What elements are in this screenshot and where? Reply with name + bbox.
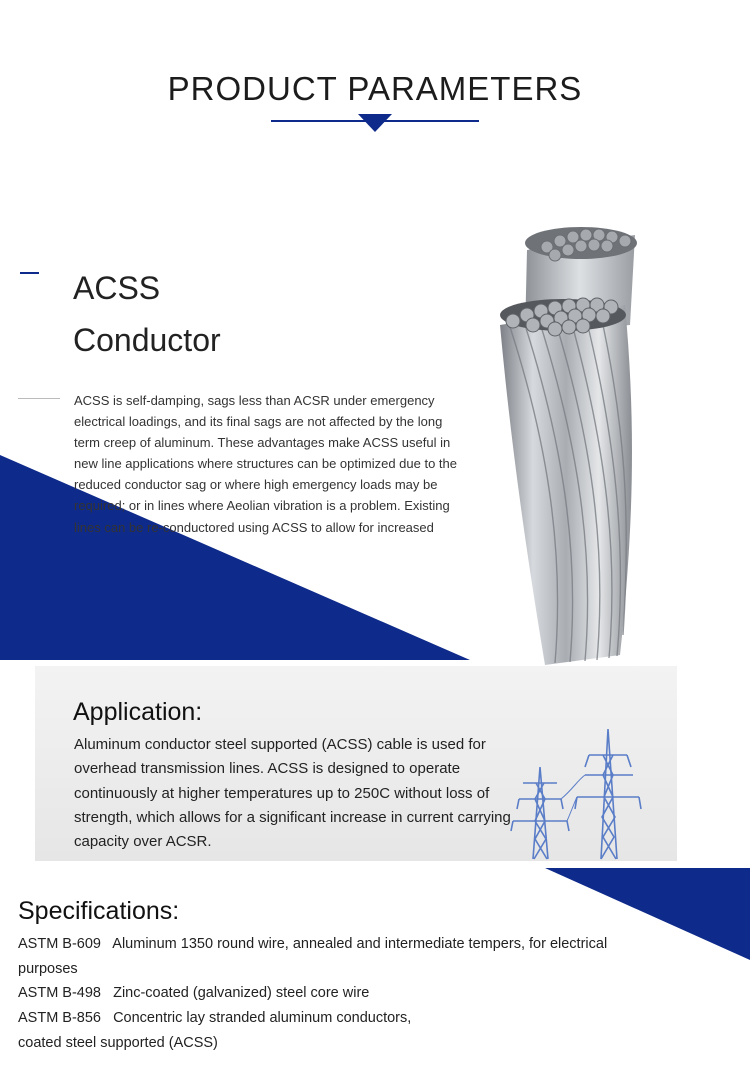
spec-line: coated steel supported (ACSS) [18,1034,218,1051]
product-name-line1: ACSS [73,270,161,306]
spec-line: ASTM B-856 Concentric lay stranded aluminum conductors, [18,1010,412,1027]
accent-dash [20,272,39,274]
product-name-line2: Conductor [73,322,221,358]
spec-line: ASTM B-498 Zinc-coated (galvanized) steel core wire [18,985,370,1002]
spec-line: ASTM B-609 Aluminum 1350 round wire, annealed and intermediate tempers, for electrical [18,936,608,952]
application-text: Aluminum conductor steel supported (ACSS) cable is used for overhead transmission lines. ACSS is designed to operate continuously at higher temperatures up to 250C without loss of strength, which allows for a significant increase in current carrying capacity over ACSR. [74,736,511,851]
transmission-tower-icon [505,727,655,862]
specifications-heading: Specifications: [18,897,180,925]
specifications-list [18,932,658,1056]
product-name [73,262,221,366]
down-triangle-icon [358,114,392,134]
product-description: ACSS is self-damping, sags less than ACSR under emergency electrical loadings, and its final sags are not affected by the long term creep of aluminum. These advantages make ACSS useful in new line applications where structures can be optimized due to the reduced conductor sag or where high emergency loads may be required; or in lines where Aeolian vibration is a problem. Existing lines can be re-conductored using ACSS to allow for increased [74,393,457,535]
page-title: PRODUCT PARAMETERS [167,70,583,107]
stranded-cable-image [485,215,650,670]
spec-line: purposes [18,960,78,977]
description-rule [18,398,60,399]
application-heading: Application: [73,698,203,726]
